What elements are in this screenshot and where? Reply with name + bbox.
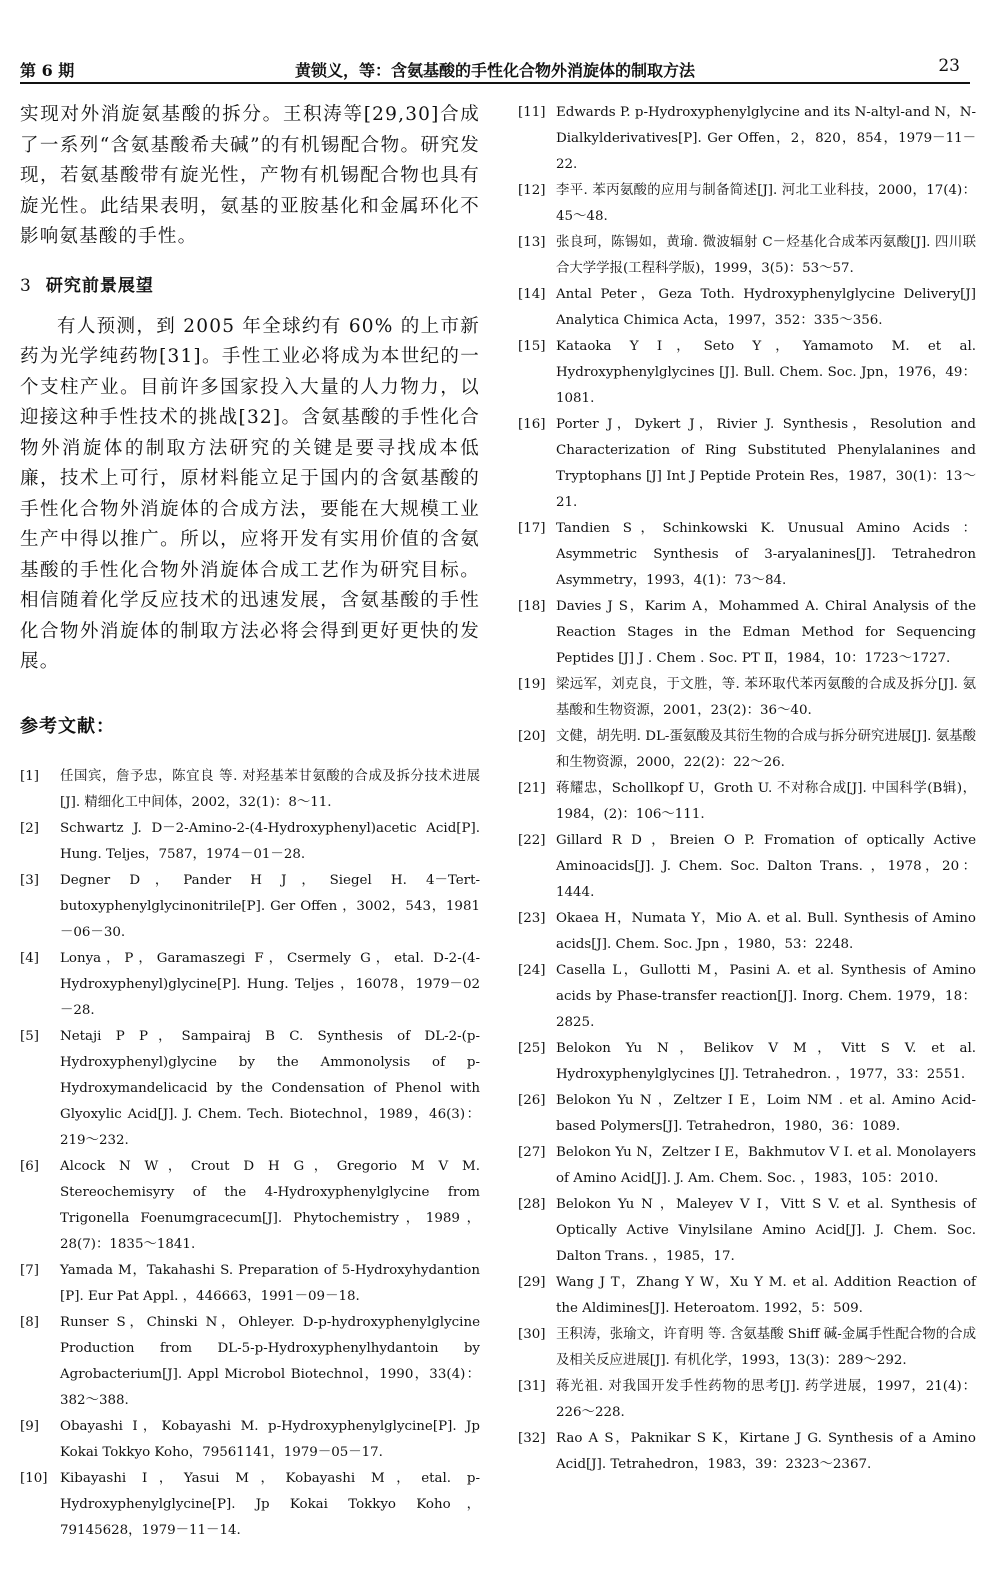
reference-text: Casella L，Gullotti M，Pasini A. et al. Synthesis of Amino acids by Phase-transfer reaction[J]. Inorg. Chem. 1979，18：2825.: [556, 963, 976, 1030]
page-header: [20, 52, 970, 84]
reference-item: [20, 946, 480, 1024]
reference-item: [518, 178, 976, 230]
reference-text: Rao A S，Paknikar S K，Kirtane J G. Synthesis of a Amino Acid[J]. Tetrahedron，1983，39：2323～2367.: [556, 1431, 976, 1472]
reference-number: [20]: [518, 729, 546, 744]
reference-item: [518, 1426, 976, 1478]
reference-item: [518, 100, 976, 178]
reference-number: [30]: [518, 1327, 546, 1342]
reference-text: Obayashi I，Kobayashi M. p-Hydroxyphenylglycine[P]. Jp Kokai Tokkyo Koho，79561141，1979－05－17.: [60, 1418, 480, 1460]
reference-number: [5]: [20, 1028, 39, 1044]
reference-text: 文健，胡先明. DL-蛋氨酸及其衍生物的合成与拆分研究进展[J]. 氨基酸和生物资源，2000，22(2)：22～26.: [556, 729, 976, 770]
reference-number: [4]: [20, 950, 39, 966]
reference-item: [20, 816, 480, 868]
reference-text: 任国宾，詹予忠，陈宜良 等. 对羟基苯甘氨酸的合成及拆分技术进展[J]. 精细化工中间体，2002，32(1)：8～11.: [60, 768, 480, 810]
body-text-2: [20, 312, 480, 678]
reference-item: [518, 672, 976, 724]
reference-number: [19]: [518, 677, 546, 692]
reference-number: [24]: [518, 963, 546, 978]
reference-text: Netaji P P，Sampairaj B C. Synthesis of DL-2-(p-Hydroxyphenyl)glycine by the Ammonolysis of p-Hydroxymandelicacid by the Condensation of Phenol with Glyoxylic Acid[J]. J. Chem. Tech. Biotechnol，1989，46(3)：219～232.: [60, 1028, 480, 1148]
reference-item: [20, 764, 480, 816]
issue-number: 第 6 期: [20, 61, 75, 80]
reference-item: [20, 1154, 480, 1258]
reference-item: [20, 1414, 480, 1466]
reference-item: [518, 724, 976, 776]
reference-number: [26]: [518, 1093, 546, 1108]
reference-number: [22]: [518, 833, 546, 848]
reference-text: 蒋光祖. 对我国开发手性药物的思考[J]. 药学进展，1997，21(4)：226～228.: [556, 1379, 976, 1420]
reference-text: Schwartz J. D－2-Amino-2-(4-Hydroxyphenyl)acetic Acid[P]. Hung. Teljes，7587，1974－01－28.: [60, 820, 480, 862]
reference-text: Gillard R D ，Breien O P. Fromation of optically Active Aminoacids[J]. J. Chem. Soc. Dalton Trans. ，1978，20：1444.: [556, 833, 976, 900]
reference-text: Kibayashi I，Yasui M，Kobayashi M，etal. p-Hydroxyphenylglycine[P]. Jp Kokai Tokkyo Koho，79145628，1979－11－14.: [60, 1470, 480, 1538]
reference-text: Alcock N W，Crout D H G，Gregorio M V M. Stereochemisyry of the 4-Hydroxyphenylglycine from Trigonella Foenumgracecum[J]. Phytochemistry，1989，28(7)：1835～1841.: [60, 1158, 480, 1252]
reference-number: [23]: [518, 911, 546, 926]
reference-text: Degner D，Pander H J，Siegel H. 4－Tert-butoxyphenylglycinonitrile[P]. Ger Offen ，3002，543，1981－06－30.: [60, 872, 480, 940]
running-title: 黄锁义，等：含氨基酸的手性化合物外消旋体的制取方法: [294, 61, 695, 80]
reference-text: Runser S，Chinski N，Ohleyer. D-p-hydroxyphenylglycine Production from DL-5-p-Hydroxyphenylhydantoin by Agrobacterium[J]. Appl Microbol Biotechnol，1990，33(4)：382～388.: [60, 1314, 480, 1408]
section-number: 3: [20, 275, 32, 296]
reference-number: [21]: [518, 781, 546, 796]
reference-number: [9]: [20, 1418, 39, 1434]
reference-text: Tandien S，Schinkowski K. Unusual Amino Acids ：Asymmetric Synthesis of 3-aryalanines[J]. Tetrahedron Asymmetry，1993，4(1)：73～84.: [556, 521, 976, 588]
reference-item: [518, 1322, 976, 1374]
reference-number: [6]: [20, 1158, 39, 1174]
reference-text: Yamada M，Takahashi S. Preparation of 5-Hydroxyhydantion [P]. Eur Pat Appl. ，446663，1991－09－18.: [60, 1262, 480, 1304]
reference-item: [518, 230, 976, 282]
reference-item: [518, 412, 976, 516]
reference-number: [29]: [518, 1275, 546, 1290]
reference-list-left: [20, 764, 480, 1544]
reference-item: [20, 1024, 480, 1154]
reference-text: Lonya，P，Garamaszegi F，Csermely G，etal. D-2-(4-Hydroxyphenyl)glycine[P]. Hung. Teljes ，16078，1979－02－28.: [60, 950, 480, 1018]
left-column: [20, 100, 480, 1544]
reference-number: [13]: [518, 235, 546, 250]
reference-text: Okaea H，Numata Y，Mio A. et al. Bull. Synthesis of Amino acids[J]. Chem. Soc. Jpn ，1980，53：2248.: [556, 911, 976, 952]
section-title: 研究前景展望: [45, 275, 154, 296]
reference-item: [20, 1466, 480, 1544]
reference-number: [17]: [518, 521, 546, 536]
reference-number: [2]: [20, 820, 39, 836]
reference-item: [518, 594, 976, 672]
reference-text: Belokon Yu N ，Zeltzer I E，Loim NM . et al. Amino Acid-based Polymers[J]. Tetrahedron，1980，36：1089.: [556, 1093, 976, 1134]
reference-item: [518, 1036, 976, 1088]
reference-number: [18]: [518, 599, 546, 614]
reference-text: 李平. 苯丙氨酸的应用与制备简述[J]. 河北工业科技，2000，17(4)：45～48.: [556, 183, 976, 224]
reference-item: [20, 1258, 480, 1310]
reference-list-right: [518, 100, 976, 1478]
reference-item: [518, 282, 976, 334]
reference-text: 王积涛，张瑜文，许育明 等. 含氨基酸 Shiff 碱-金属手性配合物的合成及相关反应进展[J]. 有机化学，1993，13(3)：289～292.: [556, 1327, 976, 1368]
reference-item: [518, 516, 976, 594]
reference-text: Kataoka Y I，Seto Y，Yamamoto M. et al. Hydroxyphenylglycines [J]. Bull. Chem. Soc. Jpn，1976，49：1081.: [556, 339, 976, 406]
reference-text: Davies J S，Karim A，Mohammed A. Chiral Analysis of the Reaction Stages in the Edman Method for Sequencing Peptides [J] J . Chem . Soc. PT Ⅱ，1984，10：1723～1727.: [556, 599, 976, 666]
page-number: 23: [938, 56, 960, 76]
reference-text: Antal Peter，Geza Toth. Hydroxyphenylglycine Delivery[J] Analytica Chimica Acta，1997，352：335～356.: [556, 287, 976, 328]
reference-text: Porter J，Dykert J，Rivier J. Synthesis，Resolution and Characterization of Ring Substituted Phenylalanines and Tryptophans [J] Int J Peptide Protein Res，1987，30(1)：13～21.: [556, 417, 976, 510]
reference-item: [518, 334, 976, 412]
reference-number: [11]: [518, 105, 546, 120]
reference-text: 梁远军，刘克良，于文胜，等. 苯环取代苯丙氨酸的合成及拆分[J]. 氨基酸和生物资源，2001，23(2)：36～40.: [556, 677, 976, 718]
reference-item: [20, 868, 480, 946]
reference-number: [25]: [518, 1041, 546, 1056]
reference-text: 张良珂，陈锡如，黄瑜. 微波辐射 C－烃基化合成苯丙氨酸[J]. 四川联合大学学报(工程科学版)，1999，3(5)：53～57.: [556, 235, 976, 276]
reference-item: [518, 1140, 976, 1192]
reference-number: [7]: [20, 1262, 39, 1278]
reference-item: [518, 958, 976, 1036]
reference-text: Belokon Yu N，Zeltzer I E，Bakhmutov V I. et al. Monolayers of Amino Acid[J]. J. Am. Chem. Soc. ，1983，105：2010.: [556, 1145, 976, 1186]
reference-item: [518, 906, 976, 958]
reference-item: [518, 1374, 976, 1426]
reference-item: [20, 1310, 480, 1414]
reference-item: [518, 1270, 976, 1322]
reference-text: 蒋耀忠，Schollkopf U，Groth U. 不对称合成[J]. 中国科学(B辑)，1984，(2)：106～111.: [556, 781, 976, 822]
section-heading: [20, 271, 480, 296]
reference-number: [15]: [518, 339, 546, 354]
reference-item: [518, 828, 976, 906]
references-heading: 参考文献：: [20, 715, 115, 737]
reference-number: [28]: [518, 1197, 546, 1212]
reference-text: Wang J T，Zhang Y W，Xu Y M. et al. Addition Reaction of the Aldimines[J]. Heteroatom. 1992，5：509.: [556, 1275, 976, 1316]
body-text: [20, 100, 480, 253]
reference-text: Belokon Yu N，Belikov V M，Vitt S V. et al. Hydroxyphenylglycines [J]. Tetrahedron. ，1977，33：2551.: [556, 1041, 976, 1082]
paragraph-1: 实现对外消旋氨基酸的拆分。王积涛等[29,30]合成了一系列“含氨基酸希夫碱”的有机锡配合物。研究发现，若氨基酸带有旋光性，产物有机锡配合物也具有旋光性。此结果表明，氨基的亚胺基化和金属环化不影响氨基酸的手性。: [20, 104, 480, 247]
reference-number: [16]: [518, 417, 546, 432]
paragraph-2: 有人预测，到 2005 年全球约有 60% 的上市新药为光学纯药物[31]。手性工业必将成为本世纪的一个支柱产业。目前许多国家投入大量的人力物力，以迎接这种手性技术的挑战[32]。含氨基酸的手性化合物外消旋体的制取方法研究的关键是要寻找成本低廉，技术上可行，原材料能立足于国内的含氨基酸的手性化合物外消旋体的合成方法，要能在大规模工业生产中得以推广。所以，应将开发有实用价值的含氨基酸的手性化合物外消旋体合成工艺作为研究目标。相信随着化学反应技术的迅速发展，含氨基酸的手性化合物外消旋体的制取方法必将会得到更好更快的发展。: [20, 315, 480, 672]
reference-number: [3]: [20, 872, 39, 888]
reference-number: [27]: [518, 1145, 546, 1160]
reference-text: Belokon Yu N ，Maleyev V I，Vitt S V. et al. Synthesis of Optically Active Vinylsilane Amino Acid[J]. J. Chem. Soc. Dalton Trans. ，1985，17.: [556, 1197, 976, 1264]
reference-number: [1]: [20, 768, 39, 784]
reference-number: [8]: [20, 1314, 39, 1330]
reference-item: [518, 1192, 976, 1270]
reference-number: [10]: [20, 1470, 48, 1486]
reference-number: [12]: [518, 183, 546, 198]
reference-text: Edwards P. p-Hydroxyphenylglycine and its N-altyl-and N，N-Dialkylderivatives[P]. Ger Offen，2，820，854，1979－11－22.: [556, 105, 976, 172]
reference-item: [518, 1088, 976, 1140]
reference-number: [32]: [518, 1431, 546, 1446]
reference-item: [518, 776, 976, 828]
right-column: [518, 100, 976, 1478]
reference-number: [31]: [518, 1379, 546, 1394]
reference-number: [14]: [518, 287, 546, 302]
